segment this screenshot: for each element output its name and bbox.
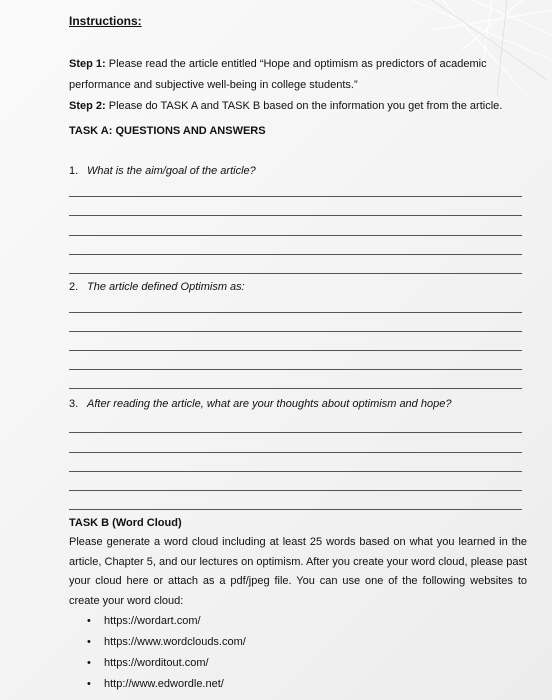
step-1 [69,54,527,75]
step-1-continued [69,75,527,96]
bullet-icon: • [87,657,91,669]
website-link[interactable]: https://wordart.com/ [104,615,201,627]
question-text: After reading the article, what are your thoughts about optimism and hope? [87,398,452,410]
answer-line[interactable] [69,471,522,472]
answer-line[interactable] [69,273,522,274]
list-item [69,653,246,674]
question-text: The article defined Optimism as: [87,281,245,293]
step-2-text: Please do TASK A and TASK B based on the information you get from the article. [108,100,503,112]
answer-line[interactable] [69,369,522,370]
answer-line[interactable] [69,490,522,491]
website-list [69,611,246,695]
answer-line[interactable] [69,215,522,216]
answer-line[interactable] [69,312,522,313]
question-3 [69,398,451,410]
task-b-instructions: Please generate a word cloud including at least 25 words based on what you learned in the article, Chapter 5, and our lectures on optimism. After you create your word cloud, please past your cloud here or attach as a pdf/jpeg file. You can use one of the following websites to create your word cloud: [69,536,527,607]
bullet-icon: • [87,636,91,648]
step-1-text-b: performance and subjective well-being in college students.” [69,79,358,91]
list-item [69,632,246,653]
answer-line[interactable] [69,254,522,255]
task-a-heading: TASK A: QUESTIONS AND ANSWERS [69,125,266,137]
question-2 [69,281,245,293]
bullet-icon: • [87,678,91,690]
answer-line[interactable] [69,196,522,197]
step-1-label: Step 1: [69,58,106,70]
answer-line[interactable] [69,432,522,433]
answer-line[interactable] [69,509,522,510]
answer-line[interactable] [69,331,522,332]
steps-block [69,54,527,117]
question-text: What is the aim/goal of the article? [87,165,256,177]
answer-line[interactable] [69,350,522,351]
bullet-icon: • [87,615,91,627]
question-number: 3. [69,398,79,410]
question-1 [69,165,256,177]
step-1-text-a: Please read the article entitled “Hope and optimism as predictors of academic [108,58,487,70]
instructions-heading: Instructions: [69,14,142,28]
step-2 [69,96,527,117]
website-link[interactable]: https://worditout.com/ [104,657,209,669]
question-number: 2. [69,281,79,293]
list-item [69,674,246,695]
list-item [69,611,246,632]
website-link[interactable]: https://www.wordclouds.com/ [104,636,246,648]
step-2-label: Step 2: [69,100,106,112]
website-link[interactable]: http://www.edwordle.net/ [104,678,224,690]
answer-line[interactable] [69,235,522,236]
answer-line[interactable] [69,452,522,453]
answer-line[interactable] [69,388,522,389]
question-number: 1. [69,165,79,177]
task-b-heading: TASK B (Word Cloud) [69,517,182,529]
